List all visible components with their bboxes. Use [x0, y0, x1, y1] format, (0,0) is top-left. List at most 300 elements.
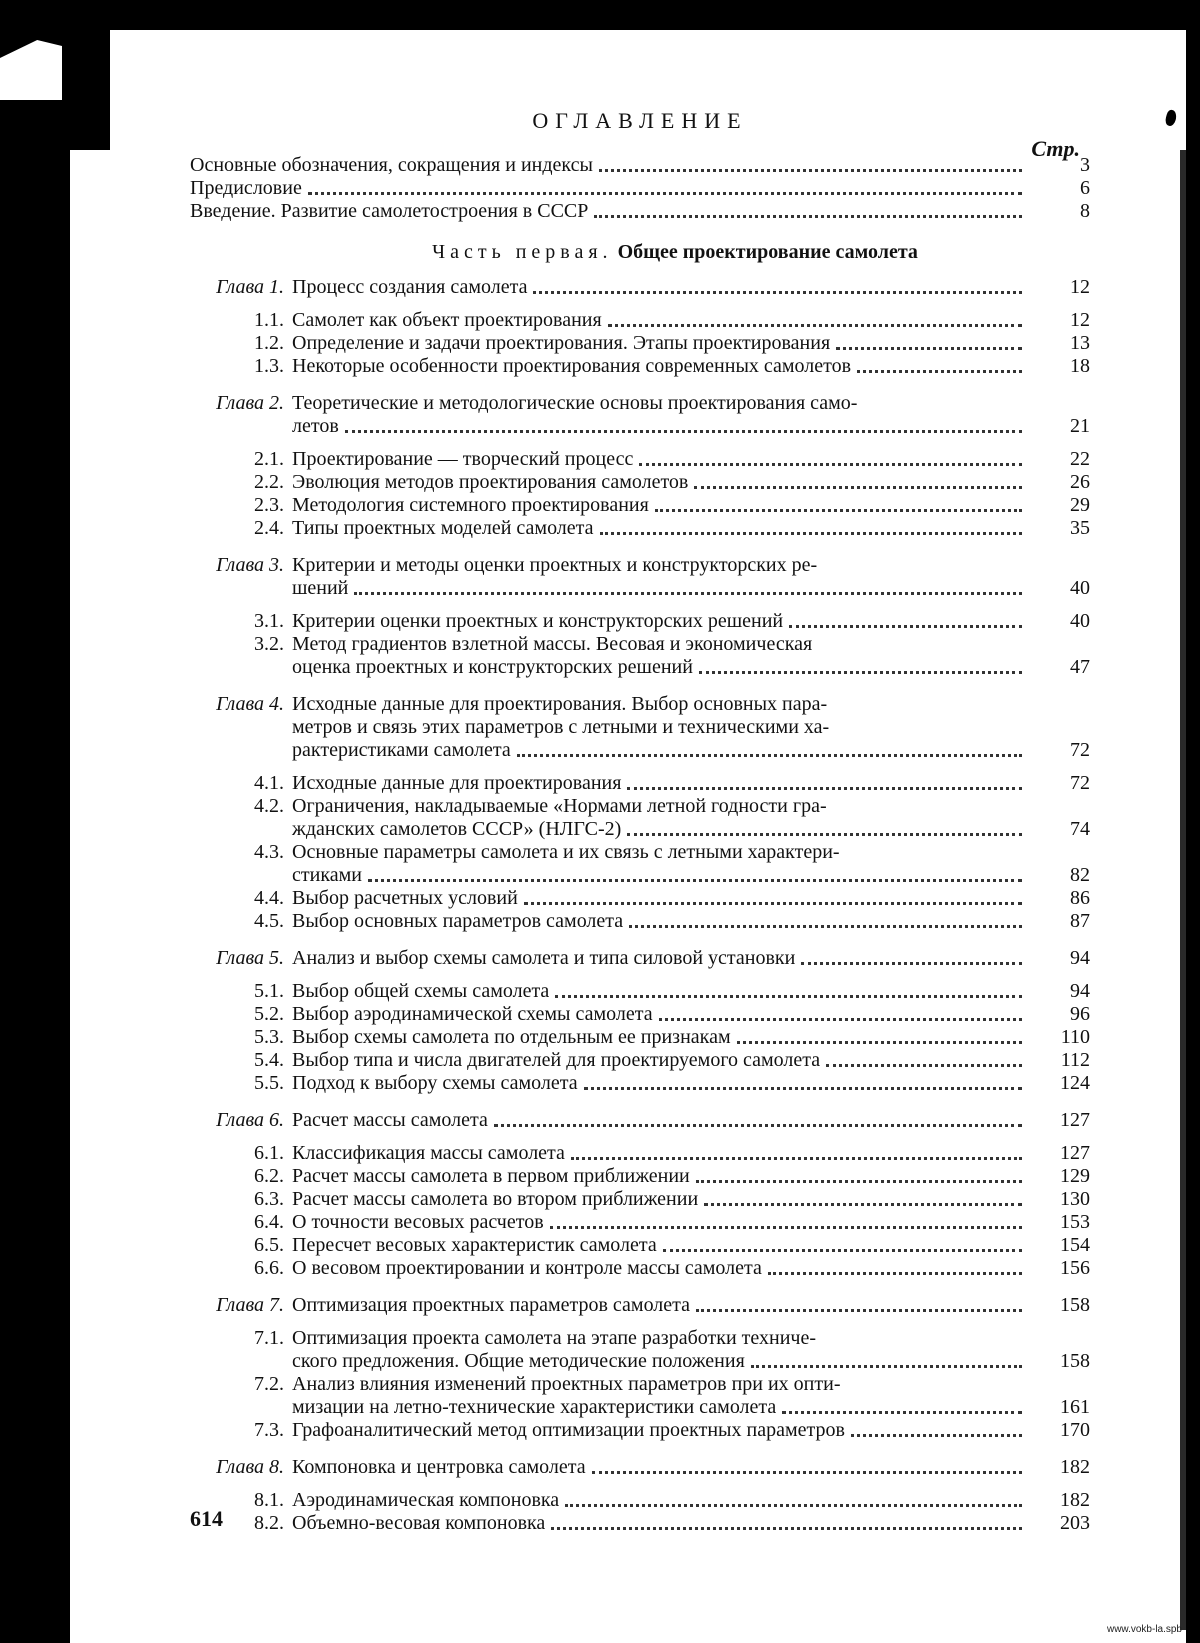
entry-line [190, 1419, 1090, 1442]
leader-dots [704, 1202, 1022, 1206]
leader-dots [751, 1364, 1022, 1368]
entry-line [190, 980, 1090, 1003]
entry-text [292, 1512, 1032, 1535]
section-entry [190, 309, 1090, 332]
entry-text [292, 1489, 1032, 1512]
entry-title: Определение и задачи проектирования. Этапы проектирования [292, 332, 831, 354]
chapter-label: Глава 1. [216, 276, 284, 298]
chapter-block [190, 693, 1090, 933]
entry-page: 87 [1070, 910, 1090, 932]
entry-title: стиками [292, 864, 362, 886]
toc-page [190, 108, 1090, 1535]
entry-line [190, 309, 1090, 332]
section-entry [190, 1234, 1090, 1257]
entry-page: 127 [1060, 1109, 1090, 1131]
leader-dots [629, 924, 1022, 928]
section-entry [190, 1257, 1090, 1280]
section-entry [190, 887, 1090, 910]
entry-title: Пересчет весовых характеристик самолета [292, 1234, 657, 1256]
entry-title: Самолет как объект проектирования [292, 309, 602, 331]
entry-page: 40 [1070, 610, 1090, 632]
entry-line [190, 1327, 1090, 1350]
leader-dots [551, 1526, 1022, 1530]
entry-text [292, 633, 1032, 656]
spacer [190, 1095, 1090, 1109]
entry-title: Анализ и выбор схемы самолета и типа силовой установки [292, 947, 796, 969]
entry-title: Введение. Развитие самолетостроения в СССР [190, 200, 589, 222]
chapter-label: Глава 3. [216, 554, 284, 576]
entry-title: рактеристиками самолета [292, 739, 511, 761]
section-entry [190, 1419, 1090, 1442]
leader-dots [494, 1123, 1022, 1127]
scan-border-right [1186, 0, 1200, 1643]
chapter-block [190, 947, 1090, 1095]
spacer [190, 679, 1090, 693]
entry-line [190, 415, 1090, 438]
entry-title: Основные обозначения, сокращения и индексы [190, 154, 593, 176]
entry-title: летов [292, 415, 339, 437]
entry-line [190, 841, 1090, 864]
chapter-label: Глава 8. [216, 1456, 284, 1478]
entry-text [292, 980, 1032, 1003]
entry-page: 72 [1070, 772, 1090, 794]
entry-page: 21 [1070, 415, 1090, 437]
leader-dots [857, 369, 1022, 373]
entry-page: 86 [1070, 887, 1090, 909]
entry-page: 94 [1070, 980, 1090, 1002]
chapter-entry [190, 1456, 1090, 1479]
entry-text [292, 1142, 1032, 1165]
entry-line [190, 1109, 1090, 1132]
spacer [190, 1132, 1090, 1142]
entry-text [292, 739, 1032, 762]
leader-dots [826, 1063, 1022, 1067]
entry-title: Критерии оценки проектных и конструкторских решений [292, 610, 784, 632]
leader-dots [851, 1433, 1022, 1437]
entry-title: Выбор основных параметров самолета [292, 910, 624, 932]
entry-text [292, 656, 1032, 679]
toc-entry [190, 200, 1090, 223]
entry-text [292, 887, 1032, 910]
spacer [190, 438, 1090, 448]
section-entry [190, 332, 1090, 355]
chapter-entry [190, 1109, 1090, 1132]
entry-text [292, 1234, 1032, 1257]
entry-line [190, 610, 1090, 633]
leader-dots [584, 1086, 1022, 1090]
front-matter [190, 154, 1090, 223]
section-entry [190, 1188, 1090, 1211]
spacer [190, 600, 1090, 610]
leader-dots [308, 191, 1022, 195]
entry-page: 182 [1060, 1456, 1090, 1478]
section-number: 4.5. [254, 910, 284, 932]
entry-line [190, 716, 1090, 739]
entry-text [292, 1109, 1032, 1132]
entry-title: Типы проектных моделей самолета [292, 517, 594, 539]
entry-line [190, 1026, 1090, 1049]
entry-text [292, 1373, 1032, 1396]
entry-text [292, 693, 1032, 716]
section-number: 5.1. [254, 980, 284, 1002]
entry-title: Ограничения, накладываемые «Нормами летной годности гра- [292, 795, 827, 817]
entry-line [190, 1049, 1090, 1072]
entry-line [190, 772, 1090, 795]
entry-text [292, 841, 1032, 864]
entry-text [292, 1294, 1032, 1317]
entry-page: 130 [1060, 1188, 1090, 1210]
chapter-entry [190, 276, 1090, 299]
leader-dots [663, 1248, 1022, 1252]
entry-line [190, 517, 1090, 540]
entry-page: 129 [1060, 1165, 1090, 1187]
entry-page: 8 [1080, 200, 1090, 222]
leader-dots [345, 429, 1022, 433]
entry-text [292, 448, 1032, 471]
entry-line [190, 1003, 1090, 1026]
entry-title: Аэродинамическая компоновка [292, 1489, 560, 1511]
section-number: 5.3. [254, 1026, 284, 1048]
toc-entry [190, 154, 1090, 177]
section-entry [190, 448, 1090, 471]
entry-title: Оптимизация проекта самолета на этапе разработки техниче- [292, 1327, 817, 1349]
entry-title: Выбор общей схемы самолета [292, 980, 550, 1002]
entry-text [292, 795, 1032, 818]
entry-text [292, 517, 1032, 540]
chapter-label: Глава 5. [216, 947, 284, 969]
scan-border-left [0, 0, 70, 1643]
entry-title: Выбор аэродинамической схемы самолета [292, 1003, 653, 1025]
section-entry [190, 841, 1090, 887]
entry-page: 3 [1080, 154, 1090, 176]
chapter-block [190, 392, 1090, 540]
entry-text [292, 864, 1032, 887]
chapter-block [190, 1109, 1090, 1280]
section-number: 1.3. [254, 355, 284, 377]
section-number: 8.1. [254, 1489, 284, 1511]
entry-title: Проектирование — творческий процесс [292, 448, 634, 470]
entry-line [190, 739, 1090, 762]
entry-line [190, 656, 1090, 679]
entry-title: О весовом проектировании и контроле массы самолета [292, 1257, 762, 1279]
entry-line [190, 1142, 1090, 1165]
section-number: 3.1. [254, 610, 284, 632]
entry-page: 12 [1070, 309, 1090, 331]
entry-page: 72 [1070, 739, 1090, 761]
entry-text [292, 577, 1032, 600]
leader-dots [599, 168, 1022, 172]
section-number: 4.4. [254, 887, 284, 909]
entry-title: Исходные данные для проектирования [292, 772, 622, 794]
entry-page: 26 [1070, 471, 1090, 493]
part-label: Часть первая. [432, 241, 613, 263]
entry-page: 127 [1060, 1142, 1090, 1164]
section-entry [190, 772, 1090, 795]
entry-title: Подход к выбору схемы самолета [292, 1072, 578, 1094]
entry-title: Классификация массы самолета [292, 1142, 565, 1164]
entry-text [292, 1211, 1032, 1234]
entry-page: 94 [1070, 947, 1090, 969]
entry-title: шений [292, 577, 349, 599]
entry-line [190, 1512, 1090, 1535]
leader-dots [608, 323, 1022, 327]
spacer [190, 970, 1090, 980]
spacer [190, 933, 1090, 947]
entry-title: Объемно-весовая компоновка [292, 1512, 546, 1534]
leader-dots [550, 1225, 1022, 1229]
entry-line [190, 1489, 1090, 1512]
entry-page: 6 [1080, 177, 1090, 199]
entry-title: Выбор схемы самолета по отдельным ее признакам [292, 1026, 731, 1048]
entry-line [190, 1234, 1090, 1257]
entry-text [292, 309, 1032, 332]
section-entry [190, 1211, 1090, 1234]
entry-title: Выбор типа и числа двигателей для проектируемого самолета [292, 1049, 821, 1071]
section-number: 6.1. [254, 1142, 284, 1164]
section-entry [190, 1026, 1090, 1049]
section-number: 7.2. [254, 1373, 284, 1395]
section-number: 4.3. [254, 841, 284, 863]
entry-title: Метод градиентов взлетной массы. Весовая и экономическая [292, 633, 813, 655]
leader-dots [696, 1179, 1022, 1183]
entry-title: Предисловие [190, 177, 302, 199]
entry-text [292, 355, 1032, 378]
scan-border-top [0, 0, 1200, 30]
spacer [190, 1479, 1090, 1489]
section-entry [190, 1165, 1090, 1188]
entry-line [190, 1373, 1090, 1396]
entry-text [292, 1188, 1032, 1211]
entry-text [292, 554, 1032, 577]
chapter-label: Глава 4. [216, 693, 284, 715]
entry-line [190, 1456, 1090, 1479]
leader-dots [571, 1156, 1022, 1160]
entry-title: оценка проектных и конструкторских решений [292, 656, 693, 678]
section-entry [190, 795, 1090, 841]
chapter-label: Глава 6. [216, 1109, 284, 1131]
section-entry [190, 1373, 1090, 1419]
entry-text [292, 1350, 1032, 1373]
entry-title: мизации на летно-технические характеристики самолета [292, 1396, 777, 1418]
entry-line [190, 494, 1090, 517]
entry-title: О точности весовых расчетов [292, 1211, 544, 1233]
chapter-entry [190, 554, 1090, 600]
leader-dots [517, 753, 1022, 757]
entry-line [190, 693, 1090, 716]
entry-text [292, 716, 1032, 739]
leader-dots [737, 1040, 1022, 1044]
entry-line [190, 910, 1090, 933]
section-number: 2.2. [254, 471, 284, 493]
spacer [190, 1280, 1090, 1294]
section-number: 5.4. [254, 1049, 284, 1071]
section-number: 7.3. [254, 1419, 284, 1441]
leader-dots [627, 786, 1022, 790]
section-entry [190, 517, 1090, 540]
leader-dots [782, 1410, 1022, 1414]
entry-page: 29 [1070, 494, 1090, 516]
entry-page: 22 [1070, 448, 1090, 470]
section-entry [190, 471, 1090, 494]
entry-text [292, 610, 1032, 633]
part-heading [260, 241, 1090, 264]
entry-page: 35 [1070, 517, 1090, 539]
entry-title: Графоаналитический метод оптимизации проектных параметров [292, 1419, 845, 1441]
toc-entry [190, 177, 1090, 200]
entry-title: жданских самолетов СССР» (НЛГС-2) [292, 818, 622, 840]
entry-text [292, 1003, 1032, 1026]
section-number: 5.2. [254, 1003, 284, 1025]
entry-text [292, 471, 1032, 494]
spacer [190, 540, 1090, 554]
entry-text [292, 1072, 1032, 1095]
section-number: 7.1. [254, 1327, 284, 1349]
section-number: 6.5. [254, 1234, 284, 1256]
entry-text [190, 200, 1032, 223]
leader-dots [592, 1470, 1022, 1474]
entry-page: 203 [1060, 1512, 1090, 1534]
leader-dots [555, 994, 1022, 998]
entry-line [190, 1257, 1090, 1280]
leader-dots [600, 531, 1022, 535]
chapter-block [190, 276, 1090, 378]
leader-dots [789, 624, 1022, 628]
section-entry [190, 494, 1090, 517]
entry-page: 47 [1070, 656, 1090, 678]
entry-page: 161 [1060, 1396, 1090, 1418]
spacer [190, 1442, 1090, 1456]
leader-dots [699, 670, 1022, 674]
entry-page: 153 [1060, 1211, 1090, 1233]
chapter-entry [190, 1294, 1090, 1317]
entry-text [292, 276, 1032, 299]
entry-title: Расчет массы самолета [292, 1109, 488, 1131]
entry-text [292, 1327, 1032, 1350]
entry-page: 124 [1060, 1072, 1090, 1094]
leader-dots [659, 1017, 1022, 1021]
chapter-block [190, 1294, 1090, 1442]
entry-page: 158 [1060, 1350, 1090, 1372]
entry-line [190, 332, 1090, 355]
entry-line [190, 947, 1090, 970]
section-entry [190, 1327, 1090, 1373]
section-number: 1.1. [254, 309, 284, 331]
leader-dots [354, 591, 1022, 595]
section-number: 1.2. [254, 332, 284, 354]
entry-line [190, 355, 1090, 378]
entry-line [190, 1165, 1090, 1188]
entry-title: Некоторые особенности проектирования современных самолетов [292, 355, 852, 377]
entry-page: 12 [1070, 276, 1090, 298]
entry-title: Расчет массы самолета во втором приближении [292, 1188, 699, 1210]
entry-page: 40 [1070, 577, 1090, 599]
entry-title: Расчет массы самолета в первом приближении [292, 1165, 690, 1187]
leader-dots [533, 290, 1022, 294]
entry-line [190, 633, 1090, 656]
chapter-label: Глава 2. [216, 392, 284, 414]
entry-line [190, 1072, 1090, 1095]
chapter-list [190, 276, 1090, 1535]
entry-line [190, 864, 1090, 887]
spacer [190, 299, 1090, 309]
leader-dots [368, 878, 1022, 882]
entry-text [190, 177, 1032, 200]
entry-text [292, 772, 1032, 795]
page-column-label: Стр. [1031, 136, 1080, 161]
entry-text [292, 392, 1032, 415]
entry-line [190, 818, 1090, 841]
entry-text [292, 1396, 1032, 1419]
section-number: 2.3. [254, 494, 284, 516]
leader-dots [696, 1308, 1022, 1312]
entry-text [292, 1456, 1032, 1479]
entry-text [292, 1049, 1032, 1072]
chapter-block [190, 554, 1090, 679]
entry-line [190, 1294, 1090, 1317]
section-number: 3.2. [254, 633, 284, 655]
section-number: 8.2. [254, 1512, 284, 1534]
entry-page: 110 [1060, 1026, 1090, 1048]
entry-text [292, 1257, 1032, 1280]
section-entry [190, 355, 1090, 378]
entry-title: Оптимизация проектных параметров самолета [292, 1294, 691, 1316]
entry-text [292, 910, 1032, 933]
entry-line [190, 1211, 1090, 1234]
page-number: 614 [190, 1506, 223, 1531]
section-number: 2.4. [254, 517, 284, 539]
page-title: ОГЛАВЛЕНИЕ [532, 108, 748, 133]
leader-dots [694, 485, 1022, 489]
section-number: 6.2. [254, 1165, 284, 1187]
entry-title: ского предложения. Общие методические положения [292, 1350, 745, 1372]
entry-text [292, 1165, 1032, 1188]
entry-page: 13 [1070, 332, 1090, 354]
entry-line [190, 471, 1090, 494]
entry-line [190, 276, 1090, 299]
entry-text [292, 494, 1032, 517]
section-number: 4.2. [254, 795, 284, 817]
section-entry [190, 1049, 1090, 1072]
chapter-block [190, 1456, 1090, 1535]
section-entry [190, 633, 1090, 679]
entry-title: Выбор расчетных условий [292, 887, 518, 909]
section-entry [190, 910, 1090, 933]
entry-title: Теоретические и методологические основы проектирования само- [292, 392, 858, 414]
entry-text [292, 818, 1032, 841]
section-entry [190, 1489, 1090, 1512]
section-entry [190, 1003, 1090, 1026]
entry-page: 182 [1060, 1489, 1090, 1511]
entry-title: Исходные данные для проектирования. Выбор основных пара- [292, 693, 828, 715]
leader-dots [836, 346, 1022, 350]
entry-title: метров и связь этих параметров с летными и техническими ха- [292, 716, 830, 738]
leader-dots [768, 1271, 1022, 1275]
entry-line [190, 392, 1090, 415]
chapter-entry [190, 693, 1090, 762]
entry-text [190, 154, 1032, 177]
chapter-label: Глава 7. [216, 1294, 284, 1316]
entry-title: Процесс создания самолета [292, 276, 528, 298]
chapter-entry [190, 947, 1090, 970]
section-entry [190, 1142, 1090, 1165]
entry-page: 18 [1070, 355, 1090, 377]
leader-dots [801, 961, 1022, 965]
entry-page: 158 [1060, 1294, 1090, 1316]
entry-page: 170 [1060, 1419, 1090, 1441]
section-entry [190, 610, 1090, 633]
section-number: 5.5. [254, 1072, 284, 1094]
chapter-entry [190, 392, 1090, 438]
